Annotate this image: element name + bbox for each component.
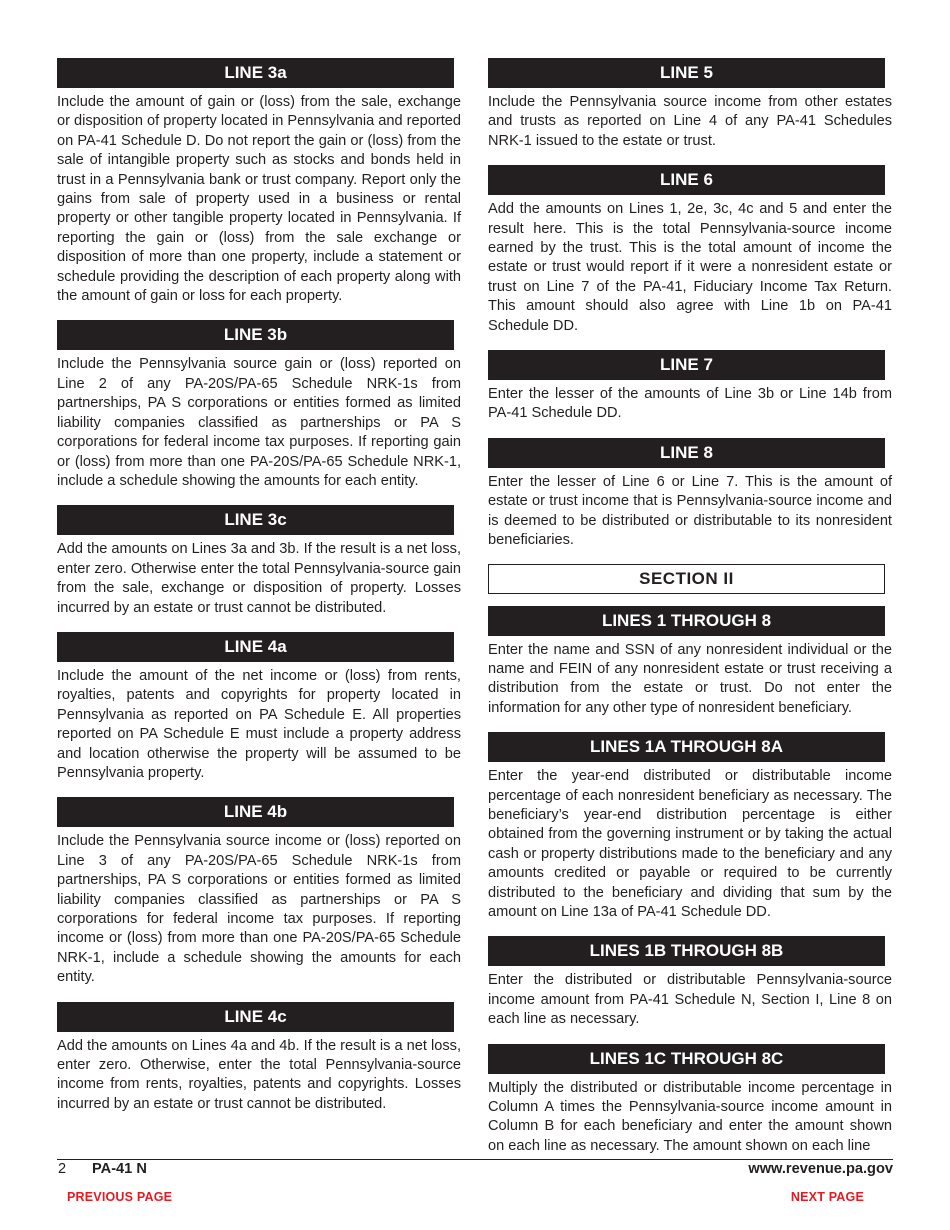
form-id: PA-41 N xyxy=(92,1161,147,1177)
section-line-4c xyxy=(57,1002,461,1115)
section-heading: LINES 1B THROUGH 8B xyxy=(488,936,885,966)
section-ii-title: SECTION II xyxy=(488,564,885,594)
section-body: Include the amount of gain or (loss) from the sale, exchange or disposition of property located in Pennsylvania and reported on PA-41 Schedule D. Do not report the gain or (loss) from the sale of intangible property such as stocks and bonds held in trust in a Pennsylvania bank or trust company. Report only the gains from sale of property used in a business or rental property or other tangible property located in Pennsylvania. If reporting the gain or (loss) from the sale exchange or disposition of more than one property, include a statement or schedule providing the description of each property along with the amount of gain or loss for each property. xyxy=(57,94,462,305)
section-body: Include the Pennsylvania source income or (loss) reported on Line 3 of any PA-20S/PA-65 Schedule NRK-1s from partnerships, PA S corporations or entities formed as limited liability companies classified as partnerships or PA S corporations for federal income tax purposes. If reporting income or (loss) from more than one PA-20S/PA-65 Schedule NRK-1, include a schedule showing the amounts for each entity. xyxy=(57,833,461,986)
section-body: Multiply the distributed or distributable income percentage in Column A times the Pennsylvania-source income amount in Column B for each beneficiary and enter the amount shown on each line as necessary. The amount shown on each line xyxy=(488,1079,892,1154)
section-heading: LINE 6 xyxy=(488,165,885,195)
section-lines-1a-8a xyxy=(488,732,892,922)
section-lines-1-8 xyxy=(488,606,892,719)
section-heading: LINE 7 xyxy=(488,350,885,380)
section-body: Include the amount of the net income or (loss) from rents, royalties, patents and copyrights for property located in Pennsylvania as reported on PA Schedule E. All properties reported on PA Schedule E must include a property address and location otherwise the property will be assumed to be Pennsylvania property. xyxy=(57,667,461,781)
section-body: Enter the distributed or distributable Pennsylvania-source income amount from PA-41 Schedule N, Section I, Line 8 on each line as necessary. xyxy=(488,972,892,1028)
section-heading: LINE 3a xyxy=(57,58,454,88)
page-number: 2 xyxy=(58,1161,67,1177)
section-heading: LINE 8 xyxy=(488,438,885,468)
section-heading: LINE 4c xyxy=(57,1002,454,1032)
right-column xyxy=(488,58,892,1170)
section-line-3a xyxy=(57,58,461,306)
section-body: Add the amounts on Lines 1, 2e, 3c, 4c and 5 and enter the result here. This is the total Pennsylvania-source income earned by the trust. This is the total amount of income the estate or trust would report if it were a nonresident estate or trust on Line 7 of the PA-41, Fiduciary Income Tax Return. This amount should also agree with Line 1b on PA-41 Schedule DD. xyxy=(488,201,892,334)
section-heading: LINE 4b xyxy=(57,797,454,827)
section-heading: LINE 3b xyxy=(57,320,454,350)
section-line-6 xyxy=(488,165,892,336)
section-line-4a xyxy=(57,632,461,783)
section-heading: LINES 1C THROUGH 8C xyxy=(488,1044,885,1074)
section-body: Include the Pennsylvania source income from other estates and trusts as reported on Line 4 of any PA-41 Schedules NRK-1 issued to the estate or trust. xyxy=(488,94,892,149)
footer-divider xyxy=(57,1159,893,1160)
section-body: Enter the lesser of Line 6 or Line 7. This is the amount of estate or trust income that is Pennsylvania-source income and is deemed to be distributed or distributable to its nonresident beneficiaries. xyxy=(488,473,892,549)
section-lines-1b-8b xyxy=(488,936,892,1029)
section-body: Add the amounts on Lines 3a and 3b. If the result is a net loss, enter zero. Otherwise enter the total Pennsylvania-source gain from the sale, exchange or disposition of property. Losses incurred by an estate or trust cannot be distributed. xyxy=(57,541,462,616)
next-page-link[interactable]: NEXT PAGE xyxy=(790,1190,864,1204)
section-line-7 xyxy=(488,350,892,424)
previous-page-link[interactable]: PREVIOUS PAGE xyxy=(67,1190,173,1204)
section-line-4b xyxy=(57,797,461,987)
section-line-5 xyxy=(488,58,892,151)
left-column xyxy=(57,58,461,1128)
section-body: Enter the lesser of the amounts of Line 3b or Line 14b from PA-41 Schedule DD. xyxy=(488,386,892,422)
section-body: Add the amounts on Lines 4a and 4b. If the result is a net loss, enter zero. Otherwise, enter the total Pennsylvania-source income from rents, royalties, patents and copyrights. Losses incurred by an estate or trust cannot be distributed. xyxy=(57,1037,462,1112)
section-heading: LINE 3c xyxy=(57,505,454,535)
section-body: Include the Pennsylvania source gain or (loss) reported on Line 2 of any PA-20S/PA-65 Schedule NRK-1s from partnerships, PA S corporations or entities formed as limited liability companies classified as partnerships or PA S corporations for federal income tax purposes. If reporting gain or (loss) from more than one PA-20S/PA-65 Schedule NRK-1, include a schedule showing the amounts for each entity. xyxy=(57,356,461,489)
section-heading: LINE 5 xyxy=(488,58,885,88)
section-heading: LINE 4a xyxy=(57,632,454,662)
section-body: Enter the name and SSN of any nonresident individual or the name and FEIN of any nonresident estate or trust receiving a distribution from the estate or trust. Do not enter the information for any other type of nonresident beneficiary. xyxy=(488,641,892,716)
section-heading: LINES 1 THROUGH 8 xyxy=(488,606,885,636)
section-body: Enter the year-end distributed or distributable income percentage of each nonresident beneficiary as necessary. The beneficiary’s year-end distribution percentage is either obtained from the governing instrument or by taking the actual cash or property distributions made to the beneficiary and any amounts credited or payable or required to be currently distributed to the beneficiary and dividing that sum by the amount on Line 13a of PA-41 Schedule DD. xyxy=(488,768,892,920)
section-line-3c xyxy=(57,505,461,618)
website-url: www.revenue.pa.gov xyxy=(748,1161,893,1177)
section-line-3b xyxy=(57,320,461,491)
section-heading: LINES 1A THROUGH 8A xyxy=(488,732,885,762)
section-line-8 xyxy=(488,438,892,551)
section-lines-1c-8c xyxy=(488,1044,892,1157)
